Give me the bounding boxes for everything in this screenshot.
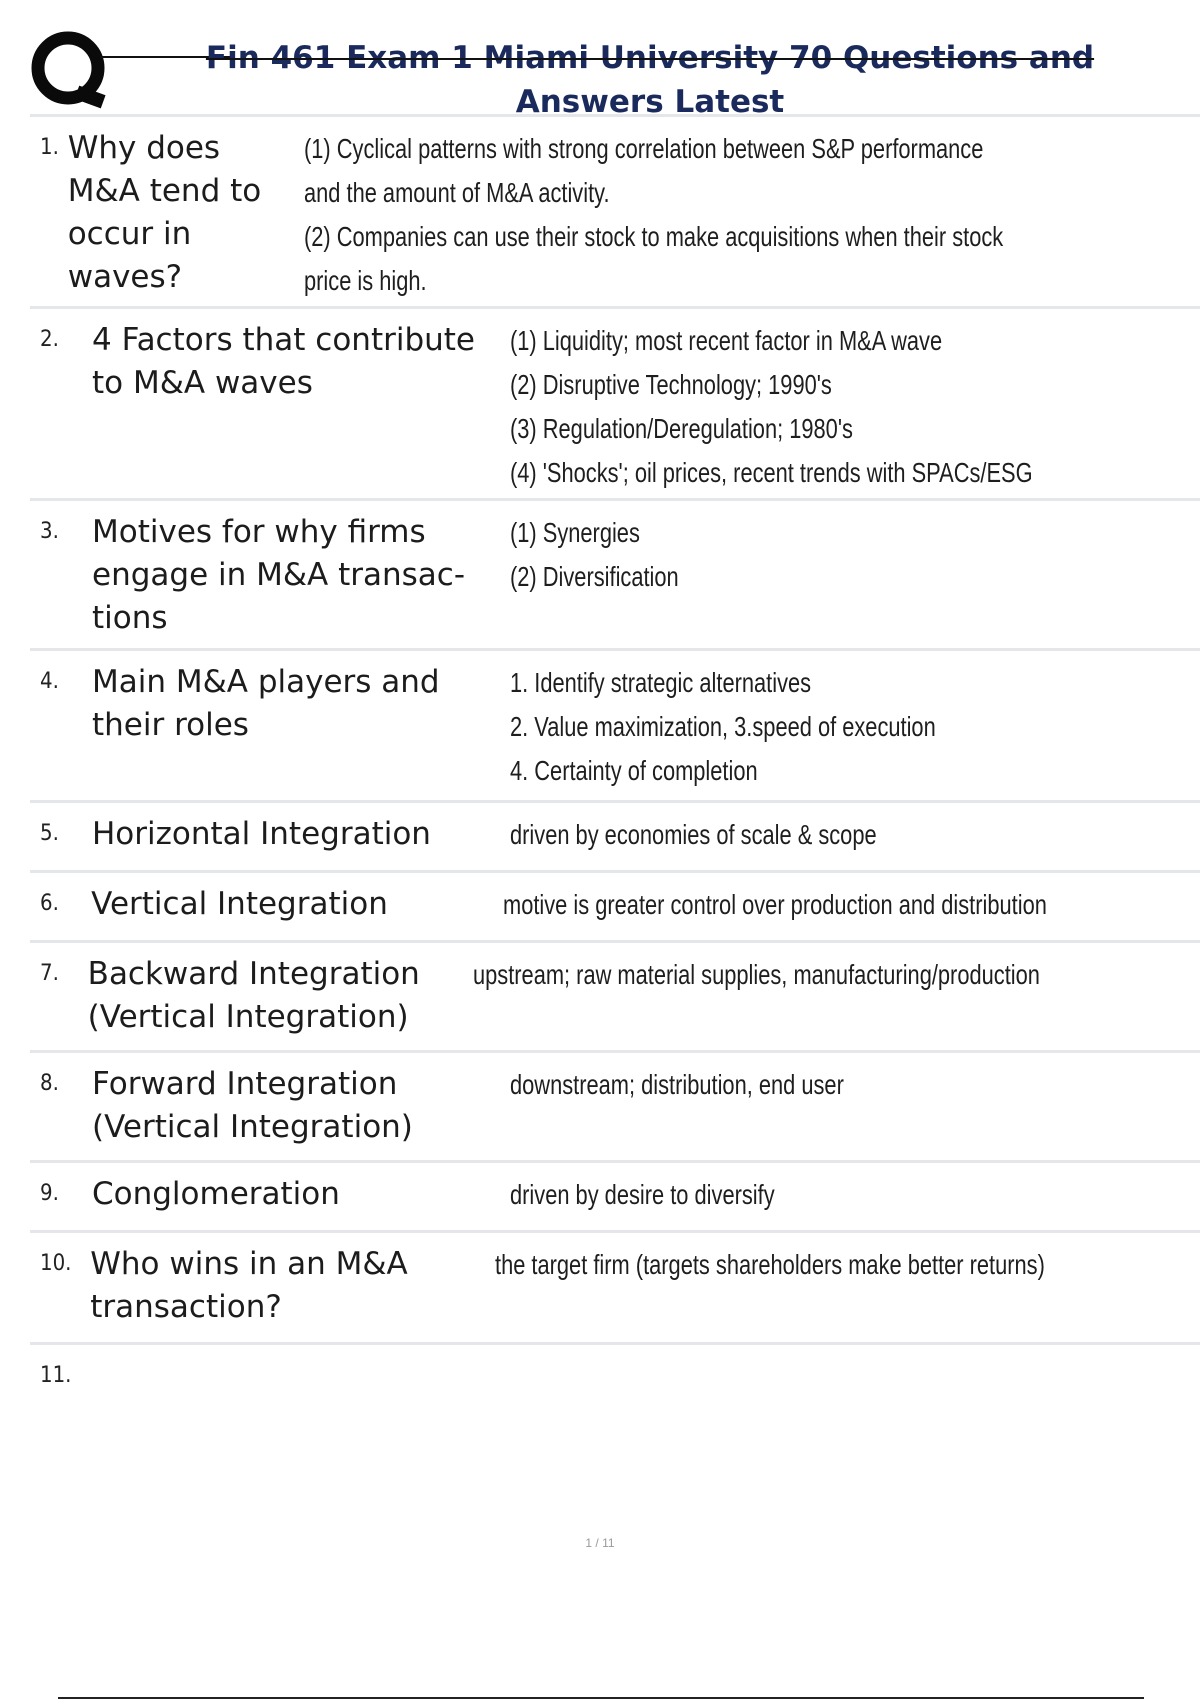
answer-line: 1. Identify strategic alternatives	[510, 667, 812, 698]
question-text	[90, 1233, 467, 1342]
answer-text	[445, 943, 1200, 1050]
question-line: Forward Integration	[92, 1066, 398, 1102]
qa-row	[30, 1050, 1200, 1160]
question-line: Horizontal Integration	[92, 816, 431, 852]
answer-line: (1) Synergies	[510, 517, 640, 548]
question-line: Conglomeration	[92, 1176, 340, 1212]
question-text	[68, 117, 276, 306]
answer-line: and the amount of M&A activity.	[303, 177, 610, 208]
question-text	[88, 943, 446, 1050]
question-line: engage in M&A transac-	[92, 557, 466, 593]
question-line: (Vertical Integration)	[92, 1109, 413, 1145]
qa-row	[30, 1160, 1200, 1230]
answer-line: downstream; distribution, end user	[510, 1069, 844, 1100]
qa-row	[30, 1342, 1200, 1422]
question-line: (Vertical Integration)	[87, 999, 409, 1035]
qa-row	[30, 306, 1200, 498]
answer-text	[276, 117, 1200, 306]
answer-line: (3) Regulation/Deregulation; 1980's	[510, 413, 853, 444]
answer-line: (1) Cyclical patterns with strong correlation between S&P performance	[303, 133, 983, 164]
question-line: Main M&A players and	[92, 664, 440, 700]
question-line: Motives for why firms	[92, 514, 426, 550]
question-line: Why does M&A tend to	[67, 130, 262, 209]
question-line: tions	[92, 600, 168, 636]
title-line-2: Answers Latest	[515, 84, 785, 120]
answer-text	[482, 1053, 1200, 1160]
row-number: 7.	[40, 961, 59, 986]
row-number: 11.	[40, 1363, 72, 1388]
answer-line: price is high.	[303, 265, 427, 296]
qa-row	[30, 940, 1200, 1050]
row-number: 9.	[40, 1181, 59, 1206]
question-line: their roles	[92, 707, 249, 743]
answer-line: (4) 'Shocks'; oil prices, recent trends with SPACs/ESG	[510, 457, 1033, 488]
qa-row	[30, 114, 1200, 306]
row-number: 1.	[40, 135, 59, 160]
question-line: occur in waves?	[67, 216, 192, 295]
answer-text	[482, 1163, 1200, 1230]
answer-text	[482, 501, 1200, 648]
answer-line: 4. Certainty of completion	[510, 755, 758, 786]
title-line-1: Fin 461 Exam 1 Miami University 70 Questions and	[205, 40, 1095, 76]
answer-line: (2) Companies can use their stock to make acquisitions when their stock	[303, 221, 1003, 252]
question-text	[92, 1345, 482, 1422]
question-line: Who wins in an M&A	[90, 1246, 408, 1282]
row-number: 6.	[40, 891, 59, 916]
answer-line: (2) Diversification	[510, 561, 679, 592]
answer-text	[467, 1233, 1200, 1342]
answer-line: 2. Value maximization, 3.speed of execution	[510, 711, 936, 742]
question-line: transaction?	[90, 1289, 282, 1325]
qa-row	[30, 498, 1200, 648]
bottom-rule	[58, 1697, 1144, 1699]
page-indicator: 1 / 11	[585, 1536, 615, 1550]
answer-line: upstream; raw material supplies, manufacturing/production	[473, 959, 1041, 990]
row-number: 3.	[40, 519, 59, 544]
question-line: 4 Factors that contribute	[92, 322, 476, 358]
row-number: 8.	[40, 1071, 59, 1096]
question-line: Backward Integration	[87, 956, 420, 992]
qa-table	[30, 114, 1200, 1422]
question-text	[91, 873, 475, 940]
qa-row	[30, 800, 1200, 870]
question-text	[92, 1053, 482, 1160]
question-text	[92, 1163, 482, 1230]
question-text	[92, 309, 482, 498]
answer-line: (2) Disruptive Technology; 1990's	[510, 369, 832, 400]
question-line: Vertical Integration	[91, 886, 388, 922]
qa-row	[30, 648, 1200, 800]
answer-text	[475, 873, 1200, 940]
question-text	[92, 651, 482, 800]
row-number: 2.	[40, 327, 59, 352]
question-line: to M&A waves	[92, 365, 313, 401]
row-number: 4.	[40, 669, 59, 694]
answer-line: driven by desire to diversify	[510, 1179, 775, 1210]
answer-line: motive is greater control over production and distribution	[502, 889, 1047, 920]
answer-line: driven by economies of scale & scope	[510, 819, 877, 850]
question-text	[92, 501, 482, 648]
answer-line: (1) Liquidity; most recent factor in M&A wave	[510, 325, 943, 356]
qa-row	[30, 870, 1200, 940]
answer-line: the target firm (targets shareholders make better returns)	[495, 1249, 1045, 1280]
answer-text	[482, 1345, 1200, 1422]
row-number: 5.	[40, 821, 59, 846]
answer-text	[482, 309, 1200, 498]
answer-text	[482, 803, 1200, 870]
row-number: 10.	[40, 1251, 72, 1276]
document-title	[30, 36, 1200, 124]
qa-row	[30, 1230, 1200, 1342]
answer-text	[482, 651, 1200, 800]
question-text	[92, 803, 482, 870]
